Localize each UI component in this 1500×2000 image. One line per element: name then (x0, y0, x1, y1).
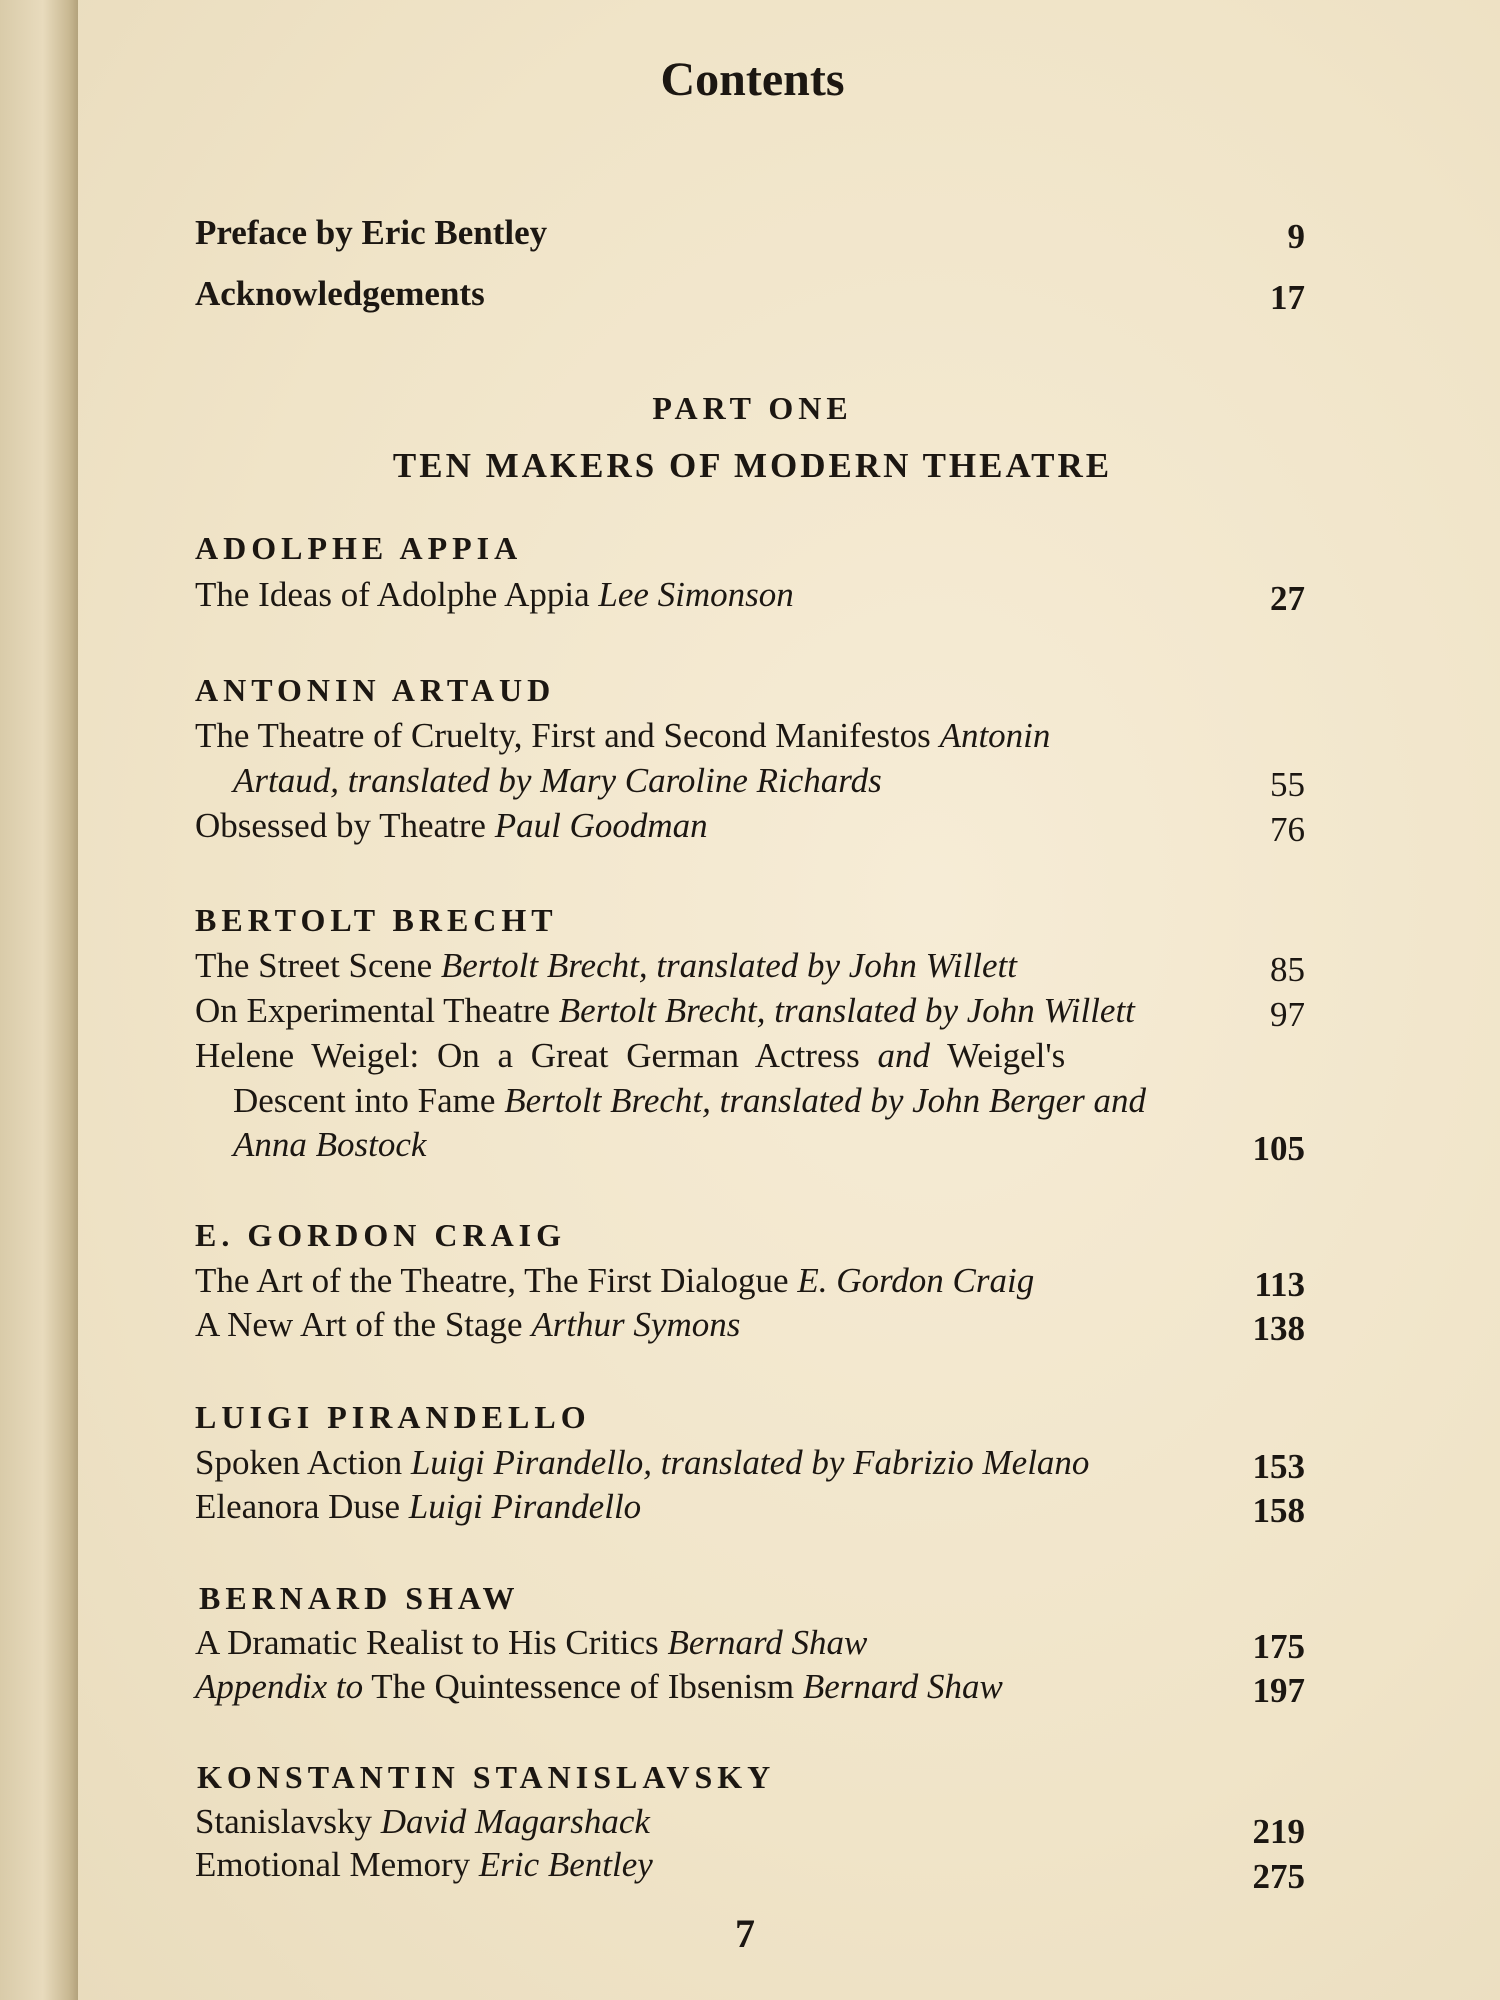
entry-title: Stanislavsky (195, 1802, 372, 1841)
page-number: 97 (1270, 995, 1305, 1034)
entry-author: Bertolt Brecht, translated by John Willett (558, 991, 1135, 1030)
page-number: 55 (1270, 765, 1305, 804)
entry-author: Antonin (939, 716, 1051, 755)
page-number: 9 (1287, 217, 1305, 256)
section-heading-brecht: BERTOLT BRECHT (195, 902, 558, 938)
entry-author: Paul Goodman (494, 806, 708, 845)
toc-entry (195, 1258, 1305, 1304)
page-title: Contents (660, 53, 845, 106)
page-number: 76 (1270, 810, 1305, 849)
entry-author: E. Gordon Craig (797, 1261, 1035, 1300)
toc-entry (195, 572, 1305, 618)
entry-title: Eleanora Duse (195, 1487, 401, 1526)
entry-title: The Street Scene (195, 946, 433, 985)
entry-author: Arthur Symons (531, 1305, 741, 1344)
section-heading-craig: E. GORDON CRAIG (195, 1217, 567, 1253)
page-number: 138 (1252, 1309, 1305, 1348)
toc-entry (195, 1842, 1305, 1896)
entry-author: Bernard Shaw (667, 1623, 868, 1662)
entry-title: The Quintessence of Ibsenism (371, 1667, 795, 1706)
page-number: 158 (1252, 1491, 1305, 1530)
entry-title: A Dramatic Realist to His Critics (195, 1623, 659, 1662)
entry-title: The Ideas of Adolphe Appia (195, 575, 590, 614)
page-number: 113 (1254, 1265, 1305, 1304)
toc-entry-acknowledgements (195, 271, 1305, 317)
page-number: 17 (1270, 278, 1305, 317)
toc-entry (195, 943, 1305, 989)
entry-title: Weigel's (947, 1036, 1066, 1075)
toc-entry (195, 1033, 1305, 1079)
section-heading-artaud: ANTONIN ARTAUD (195, 672, 556, 708)
section-heading-shaw: BERNARD SHAW (199, 1580, 520, 1616)
entry-prefix: Appendix to (195, 1667, 364, 1706)
toc-entry (195, 1799, 1305, 1851)
folio-page-number: 7 (735, 1911, 755, 1956)
page-number: 27 (1270, 579, 1305, 618)
page-number: 219 (1252, 1812, 1305, 1851)
page-number: 275 (1252, 1857, 1305, 1896)
entry-title: Helene Weigel: On a Great German Actress (195, 1036, 860, 1075)
entry-title: The Art of the Theatre, The First Dialogue (195, 1261, 789, 1300)
entry-author: Luigi Pirandello (408, 1487, 642, 1526)
entry-author: Artaud, translated by Mary Caroline Richards (233, 761, 882, 800)
section-heading-stanislavsky: KONSTANTIN STANISLAVSKY (197, 1759, 776, 1795)
entry-title: The Theatre of Cruelty, First and Second Manifestos (195, 716, 931, 755)
page-number: 105 (1252, 1129, 1305, 1168)
toc-entry (195, 1302, 1305, 1348)
entry-title: Acknowledgements (195, 274, 485, 313)
toc-entry (195, 988, 1305, 1034)
page-number: 197 (1252, 1671, 1305, 1710)
entry-author: Eric Bentley (478, 1845, 653, 1884)
entry-title: Preface by Eric Bentley (195, 213, 548, 252)
toc-entry-continuation (233, 1122, 1305, 1168)
toc-entry (195, 713, 1305, 759)
entry-author: Anna Bostock (233, 1125, 427, 1164)
part-subtitle: TEN MAKERS OF MODERN THEATRE (392, 446, 1113, 485)
toc-entry-continuation (233, 758, 1305, 804)
toc-entry-continuation (233, 1078, 1305, 1124)
toc-entry (195, 1484, 1305, 1530)
page-number: 85 (1270, 950, 1305, 989)
toc-entry (195, 1440, 1305, 1486)
page-number: 175 (1252, 1627, 1305, 1666)
entry-author: Bernard Shaw (802, 1667, 1003, 1706)
section-heading-pirandello: LUIGI PIRANDELLO (195, 1399, 591, 1435)
page-number: 153 (1252, 1447, 1305, 1486)
toc-entry-preface (195, 210, 1305, 256)
entry-conjunction: and (877, 1036, 930, 1075)
entry-author: Lee Simonson (598, 575, 794, 614)
entry-title: Emotional Memory (195, 1845, 471, 1884)
toc-entry (195, 803, 1305, 849)
section-heading-appia: ADOLPHE APPIA (195, 530, 523, 566)
toc-entry (195, 1620, 1305, 1666)
part-label: PART ONE (652, 390, 853, 426)
entry-title: A New Art of the Stage (195, 1305, 523, 1344)
entry-title: On Experimental Theatre (195, 991, 551, 1030)
entry-author: Luigi Pirandello, translated by Fabrizio Melano (410, 1443, 1090, 1482)
entry-title: Obsessed by Theatre (195, 806, 486, 845)
entry-title: Descent into Fame (233, 1081, 496, 1120)
entry-author: Bertolt Brecht, translated by John Berger and (504, 1081, 1147, 1120)
entry-title: Spoken Action (195, 1443, 403, 1482)
book-gutter (0, 0, 78, 2000)
entry-author: David Magarshack (380, 1802, 650, 1841)
entry-author: Bertolt Brecht, translated by John Willett (440, 946, 1017, 985)
toc-entry (195, 1664, 1305, 1710)
